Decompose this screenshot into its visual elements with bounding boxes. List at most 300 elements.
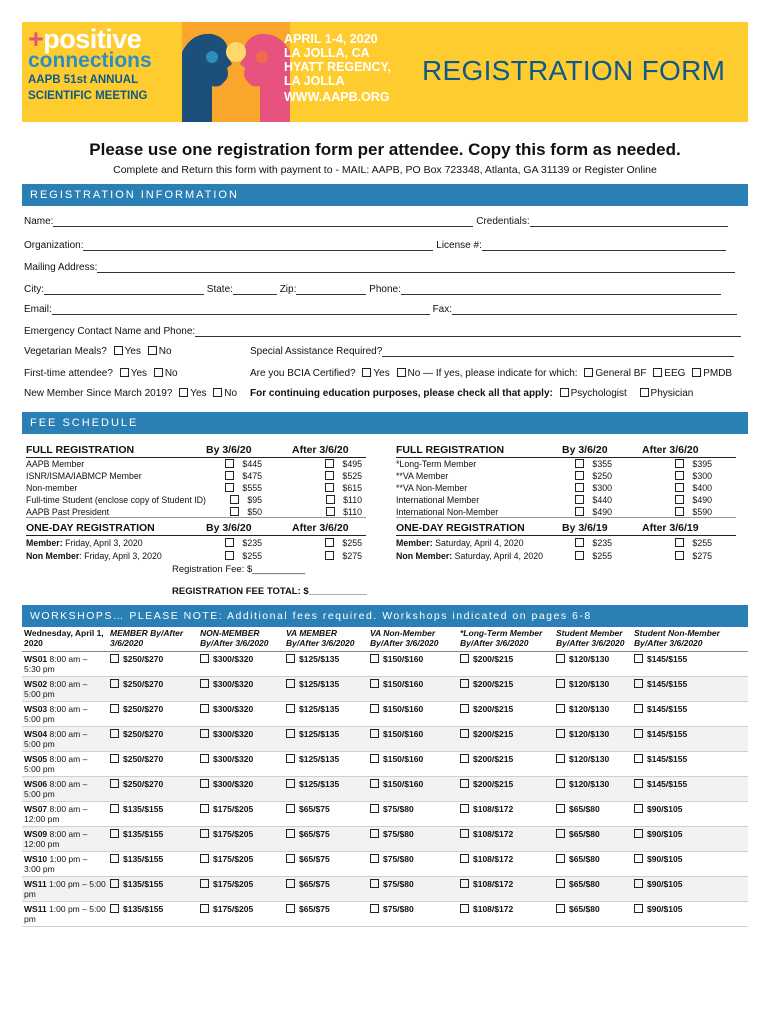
workshop-time: 8:00 am – 5:30 pm [24,654,88,674]
fee-price: $255 [242,551,262,561]
workshop-price-cell [368,827,458,852]
vegetarian-yes-checkbox[interactable] [114,346,123,355]
workshop-price-cell [108,777,198,802]
workshop-checkbox[interactable] [370,829,379,838]
workshop-checkbox[interactable] [200,854,209,863]
workshop-checkbox[interactable] [200,904,209,913]
workshop-checkbox[interactable] [110,779,119,788]
conference-logo [28,26,178,103]
workshop-checkbox[interactable] [370,779,379,788]
fee-row-label-text: Saturday, April 4, 2020 [432,538,524,548]
fee-checkbox[interactable] [675,495,684,504]
workshop-checkbox[interactable] [634,854,643,863]
workshop-checkbox[interactable] [370,754,379,763]
workshop-price: $300/$320 [213,654,254,664]
special-assistance-field[interactable] [382,347,734,357]
workshop-price: $75/$80 [383,829,414,839]
fee-row-label-text: ISNR/ISMA/IABMCP Member [26,471,142,481]
workshop-checkbox[interactable] [460,729,469,738]
workshop-price-cell [284,802,368,827]
fee-checkbox[interactable] [325,551,334,560]
workshop-checkbox[interactable] [110,729,119,738]
fee-price: $615 [342,483,362,493]
workshop-checkbox[interactable] [286,754,295,763]
fee-row-label-bold: Member: [26,538,63,548]
fee-checkbox[interactable] [675,538,684,547]
fee-checkbox[interactable] [325,538,334,547]
workshop-price: $135/$155 [123,879,164,889]
fee-checkbox[interactable] [325,459,334,468]
workshop-row [22,827,748,852]
logo-connections: connections [28,49,152,72]
workshop-price-cell [198,877,284,902]
workshop-price-cell [368,652,458,677]
workshop-checkbox[interactable] [556,729,565,738]
workshop-checkbox[interactable] [286,779,295,788]
workshop-checkbox[interactable] [634,754,643,763]
workshop-price-cell [458,702,554,727]
workshop-checkbox[interactable] [200,754,209,763]
workshop-price: $250/$270 [123,679,164,689]
first-time-no-label: No [164,368,178,379]
workshop-row [22,652,748,677]
fee-checkbox[interactable] [225,551,234,560]
workshop-checkbox[interactable] [634,879,643,888]
workshop-checkbox[interactable] [370,654,379,663]
bcia-no-checkbox[interactable] [397,368,406,377]
new-member-yes-label: Yes [190,388,207,399]
workshop-price-cell [458,852,554,877]
workshops-header: WORKSHOPS… PLEASE NOTE: Additional fees required. Workshops indicated on pages 6-8 [22,605,748,627]
workshop-checkbox[interactable] [200,829,209,838]
workshop-price-cell [554,677,632,702]
state-label: State: [206,284,233,295]
workshop-checkbox[interactable] [460,879,469,888]
fee-price-cell [292,482,366,494]
workshop-checkbox[interactable] [370,879,379,888]
fax-field[interactable] [452,305,737,315]
pmdb-checkbox[interactable] [692,368,701,377]
fee-checkbox[interactable] [575,459,584,468]
fee-left-oneday-rows [26,537,366,562]
workshop-checkbox[interactable] [556,904,565,913]
eeg-checkbox[interactable] [653,368,662,377]
workshop-price: $300/$320 [213,729,254,739]
workshop-price: $108/$172 [473,854,514,864]
fee-row [396,537,736,549]
fee-row-label-bold: Non Member: [396,551,453,561]
workshop-price: $145/$155 [647,654,688,664]
workshop-column-header: VA MEMBER By/After 3/6/2020 [284,625,368,652]
workshop-price: $150/$160 [383,729,424,739]
fee-row [26,494,366,506]
workshop-checkbox[interactable] [556,879,565,888]
workshop-column-header: NON-MEMBER By/After 3/6/2020 [198,625,284,652]
workshop-checkbox[interactable] [200,879,209,888]
fee-price: $440 [592,495,612,505]
workshop-price-cell [108,877,198,902]
fee-price: $110 [343,507,362,517]
fee-row-label-text: AAPB Member [26,459,85,469]
workshop-price: $75/$80 [383,879,414,889]
special-assistance-label: Special Assistance Required? [250,346,383,357]
workshop-price: $125/$135 [299,754,340,764]
workshop-price-cell [632,802,748,827]
fee-price-cell [292,550,366,562]
state-field[interactable] [233,285,277,295]
workshop-checkbox[interactable] [286,904,295,913]
fee-price: $555 [242,483,262,493]
bcia-label: Are you BCIA Certified? [250,368,356,379]
fee-price-cell [642,537,722,549]
new-member-yes-checkbox[interactable] [179,388,188,397]
workshop-price: $300/$320 [213,779,254,789]
workshop-price-cell [284,702,368,727]
logo-positive: positive [43,24,142,54]
workshop-checkbox[interactable] [556,854,565,863]
workshop-price: $65/$75 [299,804,330,814]
phone-field[interactable] [401,285,721,295]
workshop-checkbox[interactable] [556,679,565,688]
first-time-no-checkbox[interactable] [154,368,163,377]
workshop-checkbox[interactable] [370,704,379,713]
workshop-price-cell [632,777,748,802]
fee-price: $50 [247,507,262,517]
workshop-checkbox[interactable] [286,879,295,888]
workshop-price-cell [632,902,748,927]
workshop-checkbox[interactable] [286,654,295,663]
workshop-checkbox[interactable] [370,854,379,863]
workshop-price-cell [108,677,198,702]
fee-checkbox[interactable] [675,471,684,480]
fee-checkbox[interactable] [325,483,334,492]
meeting-dates: APRIL 1-4, 2020 [284,32,378,46]
general-bf-checkbox[interactable] [584,368,593,377]
registration-fee-total-field[interactable]: REGISTRATION FEE TOTAL: $___________ [172,586,367,597]
fee-left-block [26,442,366,562]
psychologist-checkbox[interactable] [560,388,569,397]
mailing-label: Mailing Address: [24,262,98,273]
workshop-price: $175/$205 [213,829,254,839]
special-assistance-row [250,346,734,357]
fee-checkbox[interactable] [225,538,234,547]
workshops-table [22,625,748,927]
workshop-checkbox[interactable] [460,704,469,713]
fee-price: $395 [692,459,712,469]
fee-price-cell [642,506,722,517]
mailing-field[interactable] [97,263,735,273]
logo-meeting-line2: SCIENTIFIC MEETING [28,90,148,102]
credentials-field[interactable] [530,217,728,227]
fee-row [396,506,736,518]
fee-price: $445 [242,459,262,469]
workshop-checkbox[interactable] [110,829,119,838]
email-field[interactable] [52,305,430,315]
workshop-checkbox[interactable] [460,654,469,663]
workshop-price-cell [108,702,198,727]
workshop-checkbox[interactable] [200,679,209,688]
workshop-checkbox[interactable] [460,804,469,813]
workshop-price-cell [458,677,554,702]
fee-price: $490 [592,507,612,517]
fee-price-cell [642,550,722,562]
meeting-info [284,32,424,104]
fee-checkbox[interactable] [230,495,239,504]
workshop-code: WS04 [24,729,48,739]
workshop-checkbox[interactable] [460,679,469,688]
workshop-price-cell [368,777,458,802]
fee-price-cell [562,482,642,494]
workshop-price: $300/$320 [213,704,254,714]
workshop-price: $108/$172 [473,804,514,814]
workshop-checkbox[interactable] [286,704,295,713]
first-time-yes-checkbox[interactable] [120,368,129,377]
workshop-row [22,677,748,702]
workshop-price-cell [458,902,554,927]
bcia-yes-checkbox[interactable] [362,368,371,377]
fee-row [26,537,366,549]
workshop-checkbox[interactable] [110,904,119,913]
workshop-price: $300/$320 [213,679,254,689]
workshop-checkbox[interactable] [200,804,209,813]
fee-row-label [26,494,206,506]
workshop-price-cell [458,877,554,902]
workshop-checkbox[interactable] [286,829,295,838]
fee-price: $355 [592,459,612,469]
workshop-price-cell [108,727,198,752]
fee-checkbox[interactable] [225,483,234,492]
workshop-price: $125/$135 [299,729,340,739]
workshop-checkbox[interactable] [200,729,209,738]
workshop-code: WS06 [24,779,48,789]
workshop-checkbox[interactable] [370,729,379,738]
workshop-checkbox[interactable] [634,804,643,813]
workshop-price-cell [198,802,284,827]
fee-checkbox[interactable] [575,471,584,480]
psychologist-label: Psychologist [570,388,627,399]
fee-price: $300 [592,483,612,493]
fee-checkbox[interactable] [225,471,234,480]
workshop-checkbox[interactable] [634,704,643,713]
workshop-checkbox[interactable] [556,829,565,838]
workshop-checkbox[interactable] [370,804,379,813]
workshop-column-header: *Long-Term Member By/After 3/6/2020 [458,625,554,652]
workshop-price: $90/$105 [647,854,683,864]
organization-field[interactable] [83,241,433,251]
workshop-checkbox[interactable] [634,829,643,838]
workshop-checkbox[interactable] [634,654,643,663]
workshop-checkbox[interactable] [110,654,119,663]
workshop-price-cell [554,802,632,827]
workshop-price-cell [368,877,458,902]
workshop-checkbox[interactable] [634,779,643,788]
workshop-checkbox[interactable] [460,904,469,913]
page-subheading: Complete and Return this form with payment to - MAIL: AAPB, PO Box 723348, Atlanta, GA 31139 or Register Online [113,164,657,176]
workshop-checkbox[interactable] [556,654,565,663]
workshop-checkbox[interactable] [556,754,565,763]
fee-price-cell [206,506,292,517]
fee-checkbox[interactable] [230,507,239,516]
workshop-price-cell [632,702,748,727]
workshop-code: WS01 [24,654,48,664]
fee-row-label [26,482,206,494]
fee-checkbox[interactable] [575,495,584,504]
fee-price: $255 [342,538,362,548]
workshop-price-cell [554,777,632,802]
workshop-price: $200/$215 [473,704,514,714]
workshop-checkbox[interactable] [634,904,643,913]
workshop-checkbox[interactable] [286,854,295,863]
fee-row-label [396,482,562,494]
workshop-checkbox[interactable] [286,804,295,813]
workshop-checkbox[interactable] [200,779,209,788]
workshop-price-cell [284,727,368,752]
registration-fee-field[interactable]: Registration Fee: $__________ [172,564,306,575]
workshop-column-header: Student Non-Member By/After 3/6/2020 [632,625,748,652]
fee-checkbox[interactable] [675,459,684,468]
workshop-price-cell [108,652,198,677]
fee-row-label-text: AAPB Past President [26,507,110,517]
fee-price: $475 [242,471,262,481]
workshop-price: $125/$135 [299,679,340,689]
fee-price-cell [292,506,366,517]
workshop-checkbox[interactable] [460,779,469,788]
meeting-location-3: LA JOLLA [284,74,345,88]
fee-row-label-bold: Non Member [26,551,80,561]
fee-row [396,458,736,470]
fee-price-cell [206,537,292,549]
workshop-checkbox[interactable] [286,679,295,688]
workshop-checkbox[interactable] [110,754,119,763]
fee-checkbox[interactable] [675,507,684,516]
heads-illustration [182,22,290,122]
workshop-checkbox[interactable] [556,779,565,788]
workshop-row [22,902,748,927]
workshop-price: $65/$75 [299,854,330,864]
workshop-time-cell [22,752,108,777]
fee-left-col2: After 3/6/20 [292,444,349,456]
workshop-price-cell [632,877,748,902]
workshop-checkbox[interactable] [556,704,565,713]
workshop-price-cell [458,802,554,827]
fee-price-cell [562,494,642,506]
workshop-checkbox[interactable] [286,729,295,738]
fee-price-cell [206,550,292,562]
fee-checkbox[interactable] [575,507,584,516]
form-title-word2: FORM [641,55,726,86]
fee-checkbox[interactable] [575,538,584,547]
vegetarian-no-checkbox[interactable] [148,346,157,355]
workshop-checkbox[interactable] [110,679,119,688]
workshop-checkbox[interactable] [370,904,379,913]
workshop-price-cell [632,827,748,852]
emergency-field[interactable] [195,327,741,337]
fee-checkbox[interactable] [325,471,334,480]
workshop-checkbox[interactable] [460,754,469,763]
fee-right-header-row [396,442,736,458]
workshop-price: $175/$205 [213,879,254,889]
workshop-checkbox[interactable] [556,804,565,813]
workshop-price-cell [458,777,554,802]
fee-price: $495 [342,459,362,469]
workshop-price: $65/$80 [569,879,600,889]
workshop-row [22,752,748,777]
workshop-price: $90/$105 [647,804,683,814]
workshop-price: $125/$135 [299,704,340,714]
fee-checkbox[interactable] [326,495,335,504]
workshop-price: $175/$205 [213,804,254,814]
fee-right-oneday-rows [396,537,736,562]
license-field[interactable] [482,241,726,251]
workshop-price-cell [198,727,284,752]
fee-right-header: FULL REGISTRATION [396,444,505,456]
zip-field[interactable] [296,285,366,295]
workshop-price: $120/$130 [569,679,610,689]
workshop-time-cell [22,827,108,852]
meeting-website[interactable]: WWW.AAPB.ORG [284,90,390,104]
city-label: City: [24,284,44,295]
workshop-checkbox[interactable] [110,854,119,863]
fee-row [396,494,736,506]
fee-price-cell [642,470,722,482]
workshop-price: $120/$130 [569,704,610,714]
fee-checkbox[interactable] [675,551,684,560]
fee-checkbox[interactable] [326,507,335,516]
meeting-location-2: HYATT REGENCY, [284,60,391,74]
workshop-checkbox[interactable] [200,654,209,663]
workshop-price: $200/$215 [473,654,514,664]
workshop-checkbox[interactable] [200,704,209,713]
fee-checkbox[interactable] [675,483,684,492]
workshop-row [22,702,748,727]
workshop-price: $135/$155 [123,804,164,814]
fee-checkbox[interactable] [225,459,234,468]
physician-checkbox[interactable] [640,388,649,397]
fee-price-cell [292,470,366,482]
workshop-price: $108/$172 [473,829,514,839]
license-label: License #: [436,240,482,251]
fee-checkbox[interactable] [575,483,584,492]
workshop-price-cell [108,802,198,827]
workshop-checkbox[interactable] [634,679,643,688]
emergency-label: Emergency Contact Name and Phone: [24,326,196,337]
fee-price-cell [206,458,292,470]
new-member-no-checkbox[interactable] [213,388,222,397]
workshop-checkbox[interactable] [460,829,469,838]
workshop-price-cell [198,652,284,677]
workshop-price-cell [368,702,458,727]
fee-price-cell [562,550,642,562]
workshop-checkbox[interactable] [110,804,119,813]
general-bf-label: General BF [595,368,647,379]
name-field[interactable] [53,217,473,227]
workshop-price: $65/$80 [569,854,600,864]
workshop-price: $250/$270 [123,754,164,764]
workshop-checkbox[interactable] [110,704,119,713]
workshop-checkbox[interactable] [110,879,119,888]
workshop-checkbox[interactable] [370,679,379,688]
city-field[interactable] [44,285,204,295]
workshop-time: 8:00 am – 5:00 pm [24,754,88,774]
workshop-checkbox[interactable] [634,729,643,738]
workshop-price: $120/$130 [569,754,610,764]
workshop-time: 8:00 am – 5:00 pm [24,704,88,724]
workshop-price: $108/$172 [473,904,514,914]
form-title-word1: REGISTRATION [422,55,634,86]
fee-checkbox[interactable] [575,551,584,560]
workshop-price: $90/$105 [647,829,683,839]
workshop-checkbox[interactable] [460,854,469,863]
